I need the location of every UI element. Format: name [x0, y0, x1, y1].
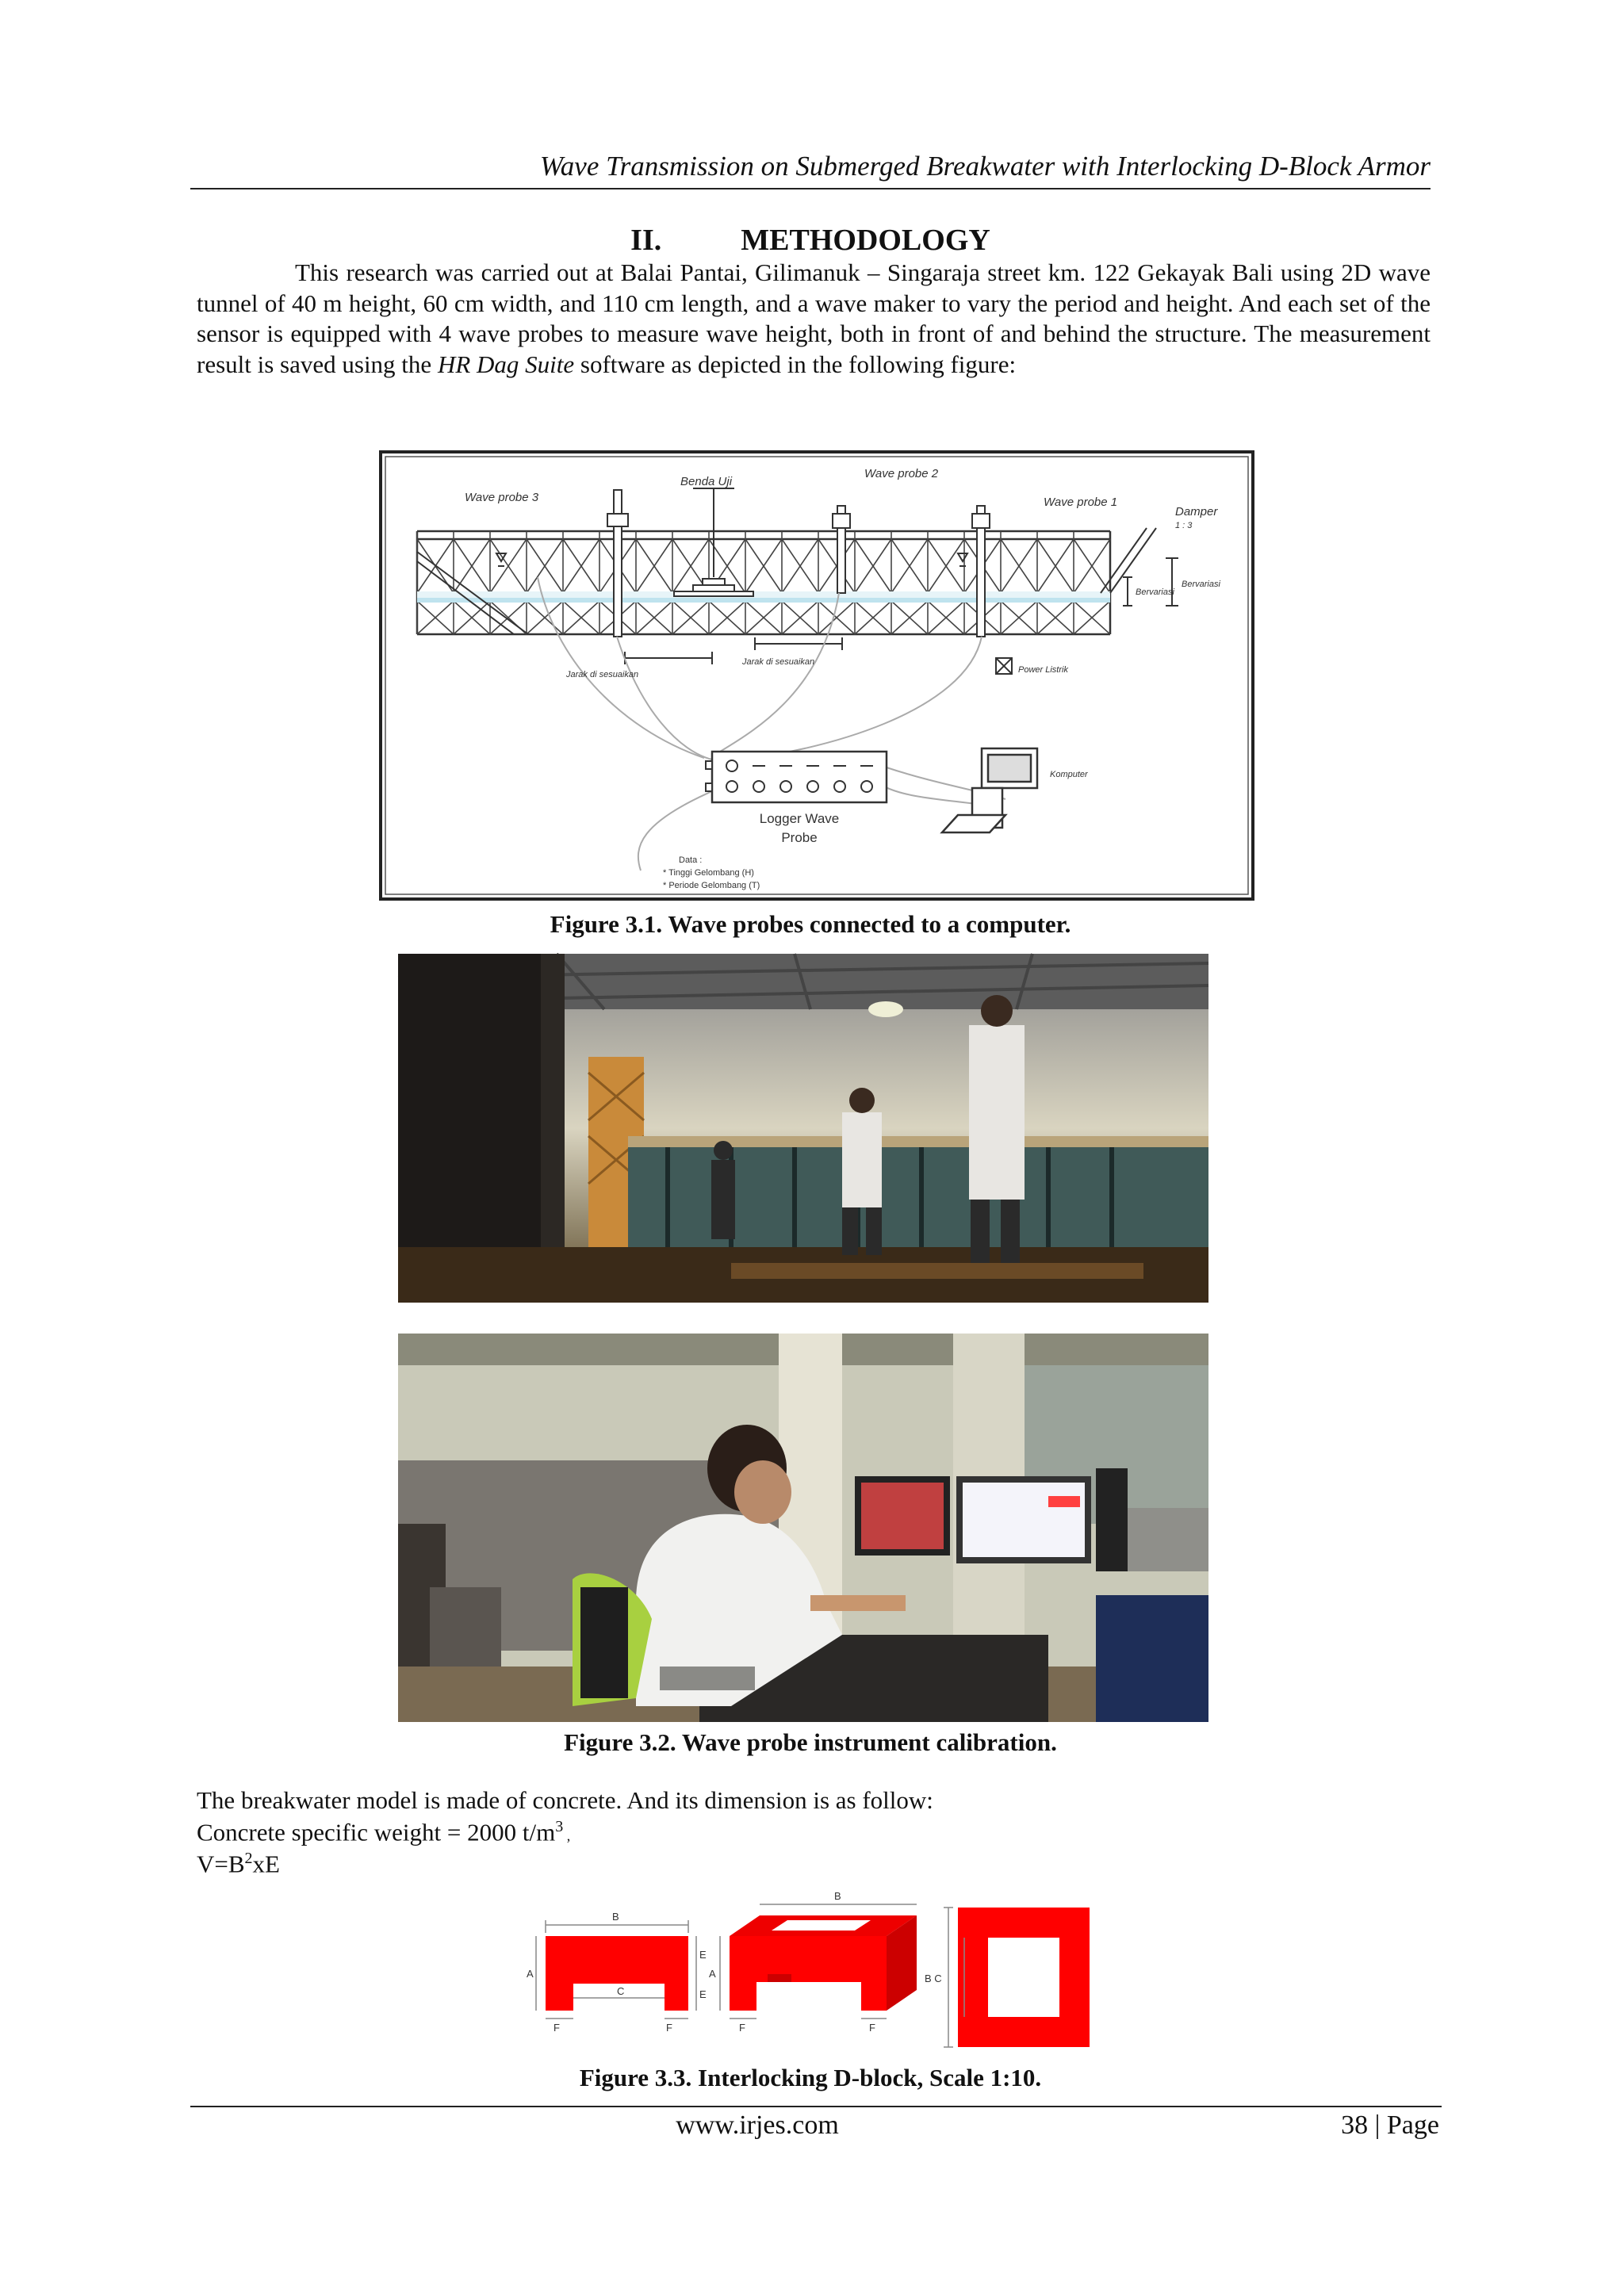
front-label-e1: E — [699, 1949, 707, 1961]
label-power-listrik: Power Listrik — [1018, 665, 1068, 675]
intro-paragraph — [197, 258, 1431, 380]
d-block-drawings — [527, 1887, 1101, 2053]
logger-box — [712, 752, 887, 802]
header-rule — [190, 188, 1431, 189]
footer-page-number: 38 | Page — [1341, 2110, 1439, 2140]
volume-formula-exponent: 2 — [244, 1850, 253, 1867]
iso-label-f1: F — [739, 2022, 745, 2034]
specific-weight-text: Concrete specific weight = 2000 t/m — [197, 1818, 556, 1846]
body-line-2 — [197, 1818, 570, 1846]
label-wave-probe-3: Wave probe 3 — [465, 491, 539, 504]
body-line-3 — [197, 1850, 280, 1878]
iso-label-b: B — [834, 1890, 841, 1902]
intro-text-1: This research was carried out at Balai Pantai, Gilimanuk – Singaraja street km. 122 Gekayak Bali using 2D wave tunnel of 40 m height, 60 cm width, and 110 cm length, and a wave maker to vary the period and height. And each set of the sensor is equipped with 4 wave probes to measure wave height, both in front of and behind the structure. The measurement result is saved using the — [197, 258, 1431, 378]
figure-2-caption: Figure 3.2. Wave probe instrument calibration. — [564, 1728, 1057, 1756]
figure-1-caption: Figure 3.1. Wave probes connected to a computer. — [550, 910, 1071, 938]
footer-url[interactable]: www.irjes.com — [676, 2110, 839, 2140]
section-number: II. — [630, 224, 662, 257]
front-label-c: C — [617, 1985, 625, 1997]
front-label-a: A — [527, 1968, 534, 1980]
footer-rule — [190, 2106, 1442, 2107]
front-label-e2: E — [699, 1988, 707, 2000]
flume-lab-photo — [398, 954, 1208, 1303]
label-wave-probe-1: Wave probe 1 — [1044, 496, 1118, 509]
label-bervariasi-1: Bervariasi — [1136, 587, 1174, 597]
label-komputer: Komputer — [1050, 770, 1088, 779]
front-label-f2: F — [666, 2022, 672, 2034]
iso-label-a: A — [709, 1968, 716, 1980]
label-jarak-2: Jarak di sesuaikan — [742, 657, 815, 667]
figure-3-caption: Figure 3.3. Interlocking D-block, Scale 1:10. — [579, 2064, 1042, 2091]
label-logger-2: Probe — [781, 830, 818, 845]
volume-formula-pre: V=B — [197, 1850, 245, 1878]
label-data-2: * Periode Gelombang (T) — [663, 881, 760, 890]
label-wave-probe-2: Wave probe 2 — [864, 467, 939, 480]
software-name: HR Dag Suite — [437, 350, 575, 378]
front-label-b: B — [612, 1911, 619, 1923]
specific-weight-exponent: 3 — [555, 1818, 564, 1835]
label-jarak-1: Jarak di sesuaikan — [566, 670, 639, 679]
power-socket-icon — [996, 658, 1012, 674]
section-heading — [190, 223, 1431, 258]
d-block-isometric-view — [709, 1890, 917, 2034]
section-title: METHODOLOGY — [741, 224, 990, 257]
intro-text-2: software as depicted in the following figure: — [574, 350, 1017, 378]
volume-formula-post: xE — [252, 1850, 280, 1878]
label-data-1: * Tinggi Gelombang (H) — [663, 868, 754, 878]
specific-weight-suffix: , — [563, 1827, 571, 1844]
d-block-top-view — [925, 1908, 1090, 2047]
label-damper-ratio: 1 : 3 — [1175, 521, 1193, 530]
label-damper: Damper — [1175, 505, 1218, 519]
label-logger-1: Logger Wave — [759, 811, 840, 826]
top-label-bc: B C — [925, 1973, 942, 1984]
label-data: Data : — [679, 855, 703, 865]
running-head: Wave Transmission on Submerged Breakwater with Interlocking D-Block Armor — [539, 151, 1431, 182]
body-line-1: The breakwater model is made of concrete. And its dimension is as follow: — [197, 1786, 933, 1814]
front-label-f1: F — [553, 2022, 560, 2034]
wave-flume-diagram — [379, 450, 1254, 901]
label-benda-uji: Benda Uji — [680, 475, 733, 488]
label-bervariasi-2: Bervariasi — [1182, 580, 1220, 589]
d-block-front-view — [527, 1911, 707, 2034]
calibration-photo — [398, 1334, 1208, 1722]
iso-label-f2: F — [869, 2022, 875, 2034]
